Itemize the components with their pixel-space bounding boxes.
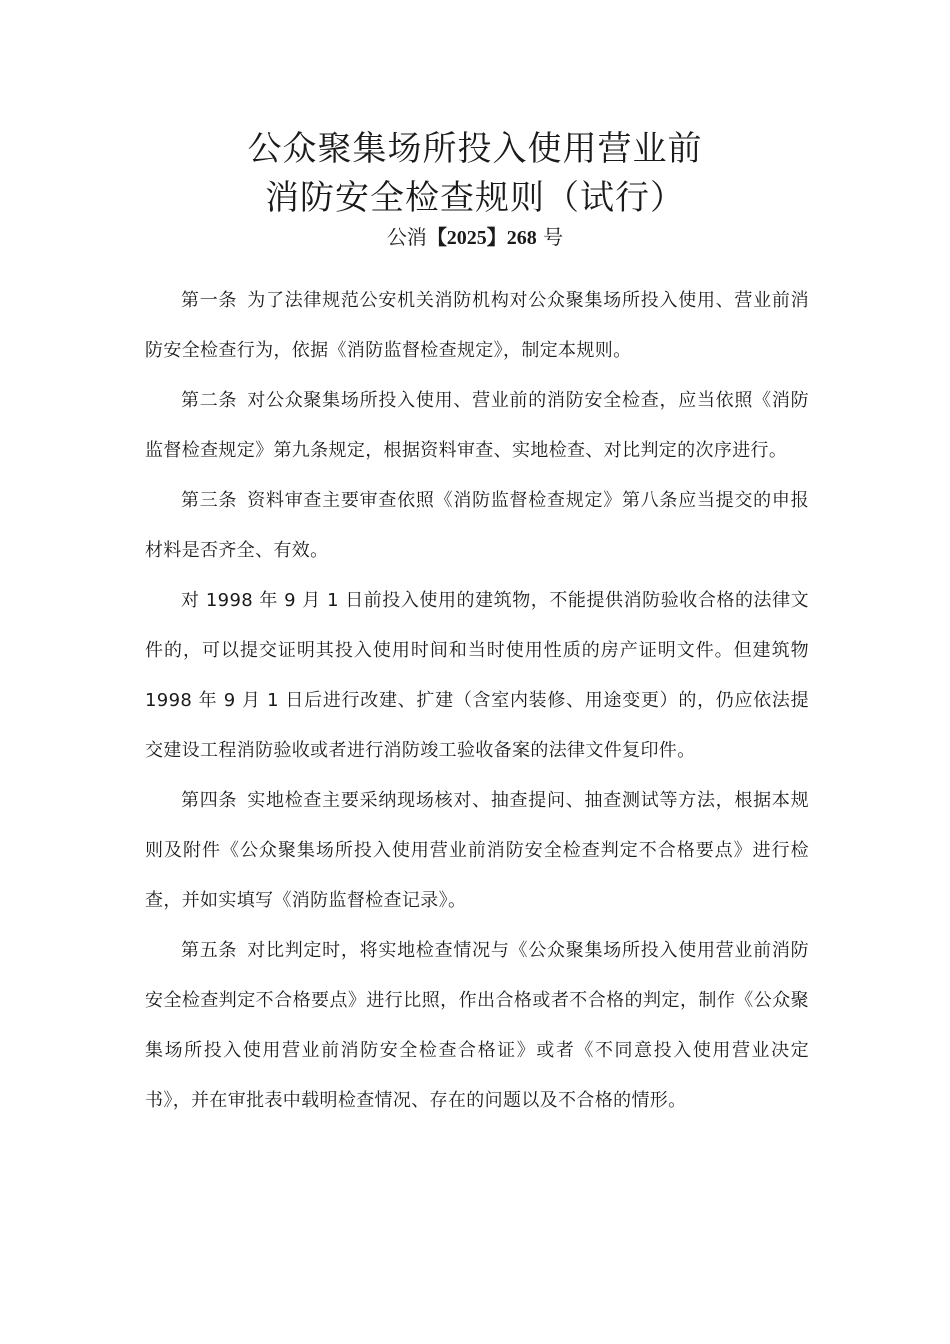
article-text: 实地检查主要采纳现场核对、抽查提问、抽查测试等方法，根据本规则及附件《公众聚集场所投入使用营业前消防安全检查判定不合格要点》进行检查，并如实填写《消防监督检查记录》。 (145, 790, 809, 911)
document-title-line-1: 公众聚集场所投入使用营业前 (247, 129, 703, 169)
article-number: 第五条 (181, 940, 238, 961)
paragraph-text: 对 1998 年 9 月 1 日前投入使用的建筑物，不能提供消防验收合格的法律文件的，可以提交证明其投入使用时间和当时使用性质的房产证明文件。但建筑物 1998 年 9 月 1 日后进行改建、扩建（含室内装修、用途变更）的，仍应依法提交建设工程消防验收或者进行消防竣工验收备案的法律文件复印件。 (145, 590, 809, 761)
article-text: 为了法律规范公安机关消防机构对公众聚集场所投入使用、营业前消防安全检查行为，依据《消防监督检查规定》，制定本规则。 (145, 290, 809, 361)
article-4 (145, 776, 809, 926)
article-text: 对比判定时，将实地检查情况与《公众聚集场所投入使用营业前消防安全检查判定不合格要点》进行比照，作出合格或者不合格的判定，制作《公众聚集场所投入使用营业前消防安全检查合格证》或者《不同意投入使用营业决定书》，并在审批表中载明检查情况、存在的问题以及不合格的情形。 (145, 940, 809, 1111)
doc-number-code: 【2025】268 (426, 227, 537, 249)
article-text: 资料审查主要审查依照《消防监督检查规定》第八条应当提交的申报材料是否齐全、有效。 (145, 490, 809, 561)
doc-number-prefix: 公消 (386, 225, 427, 249)
document-title-line-2: 消防安全检查规则（试行） (265, 178, 685, 218)
article-5 (145, 926, 809, 1126)
article-3 (145, 476, 809, 576)
document-number (0, 223, 950, 252)
article-number: 第四条 (181, 790, 238, 811)
article-1 (145, 276, 809, 376)
article-2 (145, 376, 809, 476)
article-3-paragraph-2 (145, 576, 809, 776)
article-number: 第二条 (181, 390, 238, 411)
article-number: 第三条 (181, 490, 238, 511)
document-body (145, 276, 809, 1126)
doc-number-suffix: 号 (543, 225, 564, 249)
article-text: 对公众聚集场所投入使用、营业前的消防安全检查，应当依照《消防监督检查规定》第九条规定，根据资料审查、实地检查、对比判定的次序进行。 (145, 390, 809, 461)
article-number: 第一条 (181, 290, 238, 311)
